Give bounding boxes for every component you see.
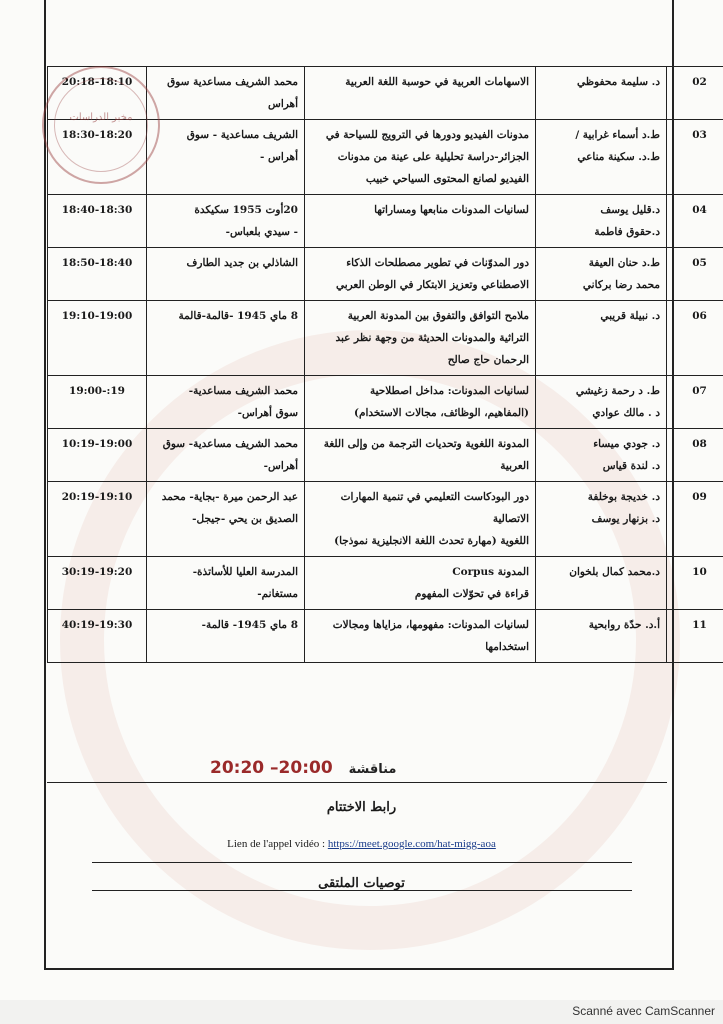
speaker-cell xyxy=(536,301,667,376)
talk-title-cell xyxy=(305,195,536,248)
talk-title-cell xyxy=(305,610,536,663)
talk-title-cell xyxy=(305,120,536,195)
speaker-line: د . مالك عوادي xyxy=(592,407,660,419)
talk-title-line: مدونات الفيديو ودورها في الترويج للسياحة في xyxy=(325,129,529,141)
talk-title-cell xyxy=(305,376,536,429)
closing-link-title: رابط الاختتام xyxy=(326,800,397,815)
speaker-line: ط. د رحمة زغيشي xyxy=(575,385,660,397)
speaker-line: د. جودي ميساء xyxy=(593,438,660,450)
time-line: 19:00-:19 xyxy=(69,385,125,397)
speaker-line: د. بزنهار يوسف xyxy=(591,513,660,525)
university-cell xyxy=(147,429,305,482)
time-line: 18:30-18:20 xyxy=(61,129,133,141)
university-line: عبد الرحمن ميرة -بجاية- محمد xyxy=(161,491,298,503)
table-row xyxy=(48,301,723,376)
time-line: 20:18-18:10 xyxy=(61,76,133,88)
speaker-cell xyxy=(536,195,667,248)
talk-title-line: المدونة اللغوية وتحديات الترجمة من وإلى اللغة xyxy=(323,438,529,450)
university-cell xyxy=(147,67,305,120)
speaker-cell xyxy=(536,429,667,482)
talk-title-line: اللغوية (مهارة تحدث اللغة الانجليزية نموذجا) xyxy=(334,535,529,547)
university-line: محمد الشريف مساعدية- سوق xyxy=(162,438,298,450)
time-cell xyxy=(48,376,147,429)
discussion-label: مناقشة xyxy=(348,762,397,777)
time-line: 40:19-19:30 xyxy=(61,619,133,631)
speaker-cell xyxy=(536,557,667,610)
time-cell xyxy=(48,557,147,610)
talk-title-line: قراءة في تحوّلات المفهوم xyxy=(414,588,529,600)
talk-title-cell xyxy=(305,248,536,301)
row-number-cell: 04 xyxy=(667,195,723,248)
time-line: 19:10-19:00 xyxy=(61,310,133,322)
speaker-cell xyxy=(536,610,667,663)
talk-title-line: لسانيات المدونات منابعها ومساراتها xyxy=(374,204,529,216)
row-number-cell: 09 xyxy=(667,482,723,557)
university-line: سوق أهراس- xyxy=(237,407,298,419)
speaker-cell xyxy=(536,67,667,120)
university-line: أهراس- xyxy=(263,460,298,472)
university-line: المدرسة العليا للأساتذة- xyxy=(192,566,298,578)
talk-title-cell xyxy=(305,67,536,120)
video-call-link[interactable]: https://meet.google.com/hat-migg-aoa xyxy=(327,838,496,850)
university-line: محمد الشريف مساعدية- xyxy=(188,385,298,397)
row-number-cell: 02 xyxy=(667,67,723,120)
time-line: 30:19-19:20 xyxy=(61,566,133,578)
time-line: 10:19-19:00 xyxy=(61,438,133,450)
speaker-line: د.حقوق فاطمة xyxy=(594,226,660,238)
row-number-cell: 05 xyxy=(667,248,723,301)
talk-title-line: العربية xyxy=(500,460,529,472)
discussion-time-value: 20:20 –20:00 xyxy=(210,758,333,778)
speaker-line: ط.د. سكينة مناعي xyxy=(577,151,660,163)
university-cell xyxy=(147,120,305,195)
university-cell xyxy=(147,557,305,610)
speaker-cell xyxy=(536,120,667,195)
university-line: 8 ماي 1945 -قالمة-قالمة xyxy=(178,310,298,322)
time-cell xyxy=(48,195,147,248)
time-cell xyxy=(48,301,147,376)
talk-title-cell xyxy=(305,482,536,557)
table-row xyxy=(48,376,723,429)
speaker-line: د. سليمة محفوظي xyxy=(576,76,660,88)
talk-title-line: الفيديو لصانع المحتوى السياحي خبيب xyxy=(365,173,529,185)
talk-title-line: الجزائر-دراسة تحليلية على عينة من مدونات xyxy=(337,151,529,163)
talk-title-cell xyxy=(305,429,536,482)
time-line: 20:19-19:10 xyxy=(61,491,133,503)
university-cell xyxy=(147,195,305,248)
talk-title-line: الاتصالية xyxy=(492,513,529,525)
row-number-cell: 06 xyxy=(667,301,723,376)
university-cell xyxy=(147,248,305,301)
speaker-line: محمد رضا بركاني xyxy=(582,279,660,291)
talk-title-line: ملامح التوافق والتفوق بين المدونة العربية xyxy=(347,310,529,322)
divider-line xyxy=(92,862,632,863)
university-line: الصديق بن يحي -جيجل- xyxy=(192,513,298,525)
university-line: 8 ماي 1945- قالمة- xyxy=(201,619,298,631)
talk-title-line: دور المدوّنات في تطوير مصطلحات الذكاء xyxy=(346,257,529,269)
time-line: 18:50-18:40 xyxy=(61,257,133,269)
talk-title-line: الاسهامات العربية في حوسبة اللغة العربية xyxy=(345,76,529,88)
university-cell xyxy=(147,301,305,376)
talk-title-line: استخدامها xyxy=(485,641,529,653)
talk-title-line: لسانيات المدونات: مداخل اصطلاحية xyxy=(369,385,529,397)
university-line: أهراس xyxy=(268,98,298,110)
university-cell xyxy=(147,376,305,429)
divider-line xyxy=(92,890,632,891)
university-line: الشاذلي بن جديد الطارف xyxy=(186,257,298,269)
row-number-cell: 11 xyxy=(667,610,723,663)
talk-title-line: التراثية والمدونات الحديثة من وجهة نظر عبد xyxy=(335,332,529,344)
university-line: أهراس - xyxy=(260,151,298,163)
table-row xyxy=(48,429,723,482)
speaker-line: د.محمد كمال بلخوان xyxy=(569,566,660,578)
discussion-time xyxy=(210,758,396,778)
university-line: مستغانم- xyxy=(257,588,298,600)
talk-title-line: الرحمان حاج صالح xyxy=(447,354,529,366)
scanner-footer: Scanné avec CamScanner xyxy=(572,1004,715,1018)
university-line: الشريف مساعدية - سوق xyxy=(186,129,298,141)
speaker-line: أ.د. حدّة روابحية xyxy=(588,619,660,631)
talk-title-line: دور البودكاست التعليمي في تنمية المهارات xyxy=(340,491,529,503)
speaker-line: د. لندة قياس xyxy=(602,460,660,472)
row-number-cell: 10 xyxy=(667,557,723,610)
time-line: 18:40-18:30 xyxy=(61,204,133,216)
time-cell xyxy=(48,248,147,301)
speaker-line: ط.د حنان العيفة xyxy=(588,257,660,269)
speaker-line: ط.د أسماء غرابية / xyxy=(575,129,660,141)
recommendations-title: توصيات الملتقى xyxy=(318,876,405,891)
university-cell xyxy=(147,610,305,663)
table-row xyxy=(48,610,723,663)
talk-title-line: الاصطناعي وتعزيز الابتكار في الوطن العربي xyxy=(335,279,529,291)
row-number-cell: 07 xyxy=(667,376,723,429)
table-row xyxy=(48,482,723,557)
row-number-cell: 03 xyxy=(667,120,723,195)
time-cell xyxy=(48,610,147,663)
speaker-cell xyxy=(536,248,667,301)
talk-title-cell xyxy=(305,557,536,610)
talk-title-line: المدونة Corpus xyxy=(452,566,529,578)
speaker-line: د. نبيلة قريبي xyxy=(600,310,660,322)
speaker-line: د. خديجة بوخلفة xyxy=(587,491,660,503)
speaker-line: د.قليل يوسف xyxy=(600,204,660,216)
table-row xyxy=(48,248,723,301)
speaker-cell xyxy=(536,376,667,429)
university-line: - سيدي بلعباس- xyxy=(225,226,298,238)
talk-title-line: (المفاهيم، الوظائف، مجالات الاستخدام) xyxy=(353,407,529,419)
university-line: محمد الشريف مساعدية سوق xyxy=(167,76,298,88)
time-cell xyxy=(48,429,147,482)
video-call-label: Lien de l'appel vidéo : xyxy=(227,838,326,850)
talk-title-line: لسانيات المدونات: مفهومها، مزاياها ومجالات xyxy=(332,619,529,631)
table-row xyxy=(48,557,723,610)
talk-title-cell xyxy=(305,301,536,376)
video-call-line xyxy=(0,838,723,850)
table-row xyxy=(48,195,723,248)
lab-stamp: مخبر الدراسات xyxy=(42,66,160,184)
university-line: 20أوت 1955 سكيكدة xyxy=(194,204,298,216)
row-number-cell: 08 xyxy=(667,429,723,482)
university-cell xyxy=(147,482,305,557)
time-cell xyxy=(48,482,147,557)
speaker-cell xyxy=(536,482,667,557)
